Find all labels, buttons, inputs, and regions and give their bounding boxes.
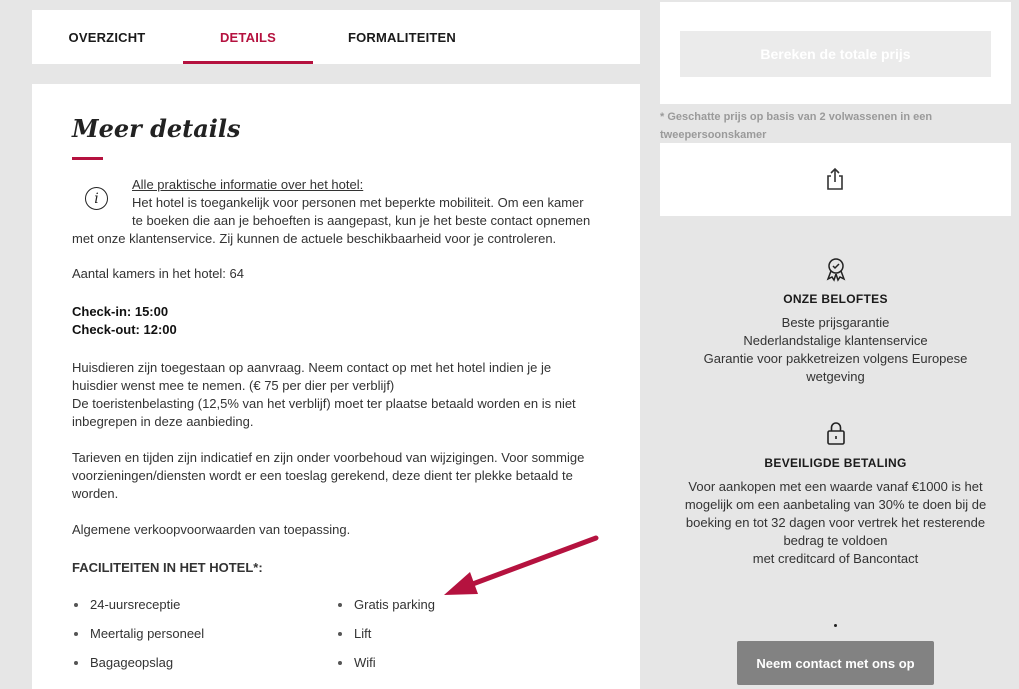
rates-info <box>72 449 612 503</box>
title-underline <box>72 157 103 160</box>
facilities-list-col2 <box>336 596 435 683</box>
promises-list <box>660 314 1011 386</box>
award-ribbon-icon <box>823 256 849 282</box>
rates-line-3: worden. <box>72 486 119 501</box>
accessibility-info <box>72 176 602 248</box>
page-title: Meer details <box>72 114 241 143</box>
tab-overzicht[interactable]: OVERZICHT <box>68 29 146 45</box>
promise-line: wetgeving <box>806 369 865 384</box>
promises-section <box>660 256 1011 386</box>
tab-details[interactable]: DETAILS <box>183 10 313 64</box>
info-line-1: Het hotel is toegankelijk voor personen met beperkte mobiliteit. Om een kamer <box>132 195 584 210</box>
info-icon: i <box>85 187 108 210</box>
checkout-time: Check-out: 12:00 <box>72 322 177 337</box>
payment-line: boeking en tot 32 dagen voor vertrek het resterende <box>685 515 986 530</box>
contact-us-button[interactable]: Neem contact met ons op <box>737 641 934 685</box>
list-item: Lift <box>336 625 435 654</box>
price-card <box>660 0 1011 104</box>
list-item: Meertalig personeel <box>72 625 204 654</box>
list-item: Wifi <box>336 654 435 683</box>
price-note: * Geschatte prijs op basis van 2 volwassenen in een tweepersoonskamer <box>660 111 933 141</box>
rates-line-2: voorzieningen/diensten wordt er een toeslag gerekend, deze dient ter plekke betaald te <box>72 468 573 483</box>
rates-line-1: Tarieven en tijden zijn indicatief en zijn onder voorbehoud van wijzigingen. Voor sommige <box>72 450 585 465</box>
facilities-list-col1 <box>72 596 204 683</box>
pets-line-1: Huisdieren zijn toegestaan op aanvraag. Neem contact op met het hotel indien je je <box>72 360 552 375</box>
room-count: Aantal kamers in het hotel: 64 <box>72 266 244 281</box>
list-item: Gratis parking <box>336 596 435 625</box>
checkin-time: Check-in: 15:00 <box>72 304 169 319</box>
promise-line: Garantie voor pakketreizen volgens Europese <box>703 351 968 366</box>
lock-icon <box>823 420 849 446</box>
info-heading: Alle praktische informatie over het hotel: <box>132 177 364 192</box>
list-item: Bagageopslag <box>72 654 204 683</box>
pets-tax-info <box>72 359 612 431</box>
tab-formaliteiten[interactable]: FORMALITEITEN <box>347 29 457 45</box>
terms-note: Algemene verkoopvoorwaarden van toepassing. <box>72 522 351 537</box>
payment-info <box>660 478 1011 568</box>
info-line-2: te boeken die aan je behoeften is aangepast, kun je het beste contact opnemen <box>132 213 591 228</box>
pets-line-2: huisdier wenst mee te nemen. (€ 75 per dier per verblijf) <box>72 378 395 393</box>
promise-line: Nederlandstalige klantenservice <box>743 333 928 348</box>
payment-line: met creditcard of Bancontact <box>752 551 919 566</box>
promise-line: Beste prijsgarantie <box>781 315 890 330</box>
share-icon[interactable] <box>823 167 847 191</box>
payment-line: bedrag te voldoen <box>783 533 888 548</box>
tax-line-1: De toeristenbelasting (12,5% van het verblijf) moet ter plaatse betaald worden en is niet <box>72 396 576 411</box>
annotation-arrow-icon <box>440 530 610 600</box>
secure-payment-section <box>660 420 1011 568</box>
tab-bar <box>32 10 640 64</box>
payment-line: mogelijk om een aanbetaling van 30% te doen bij de <box>684 497 987 512</box>
promises-title: ONZE BELOFTES <box>783 292 888 306</box>
payment-line: Voor aankopen met een waarde vanaf €1000 is het <box>688 479 983 494</box>
payment-title: BEVEILIGDE BETALING <box>764 456 907 470</box>
facilities-heading: FACILITEITEN IN HET HOTEL*: <box>72 560 263 575</box>
list-item: 24-uursreceptie <box>72 596 204 625</box>
separator-dot <box>834 624 837 627</box>
tax-line-2: inbegrepen in deze aanbieding. <box>72 414 254 429</box>
calculate-price-button[interactable]: Bereken de totale prijs <box>680 31 991 77</box>
info-line-3: met onze klantenservice. Zij kunnen de actuele beschikbaarheid voor je controleren. <box>72 231 557 246</box>
share-card <box>660 143 1011 216</box>
